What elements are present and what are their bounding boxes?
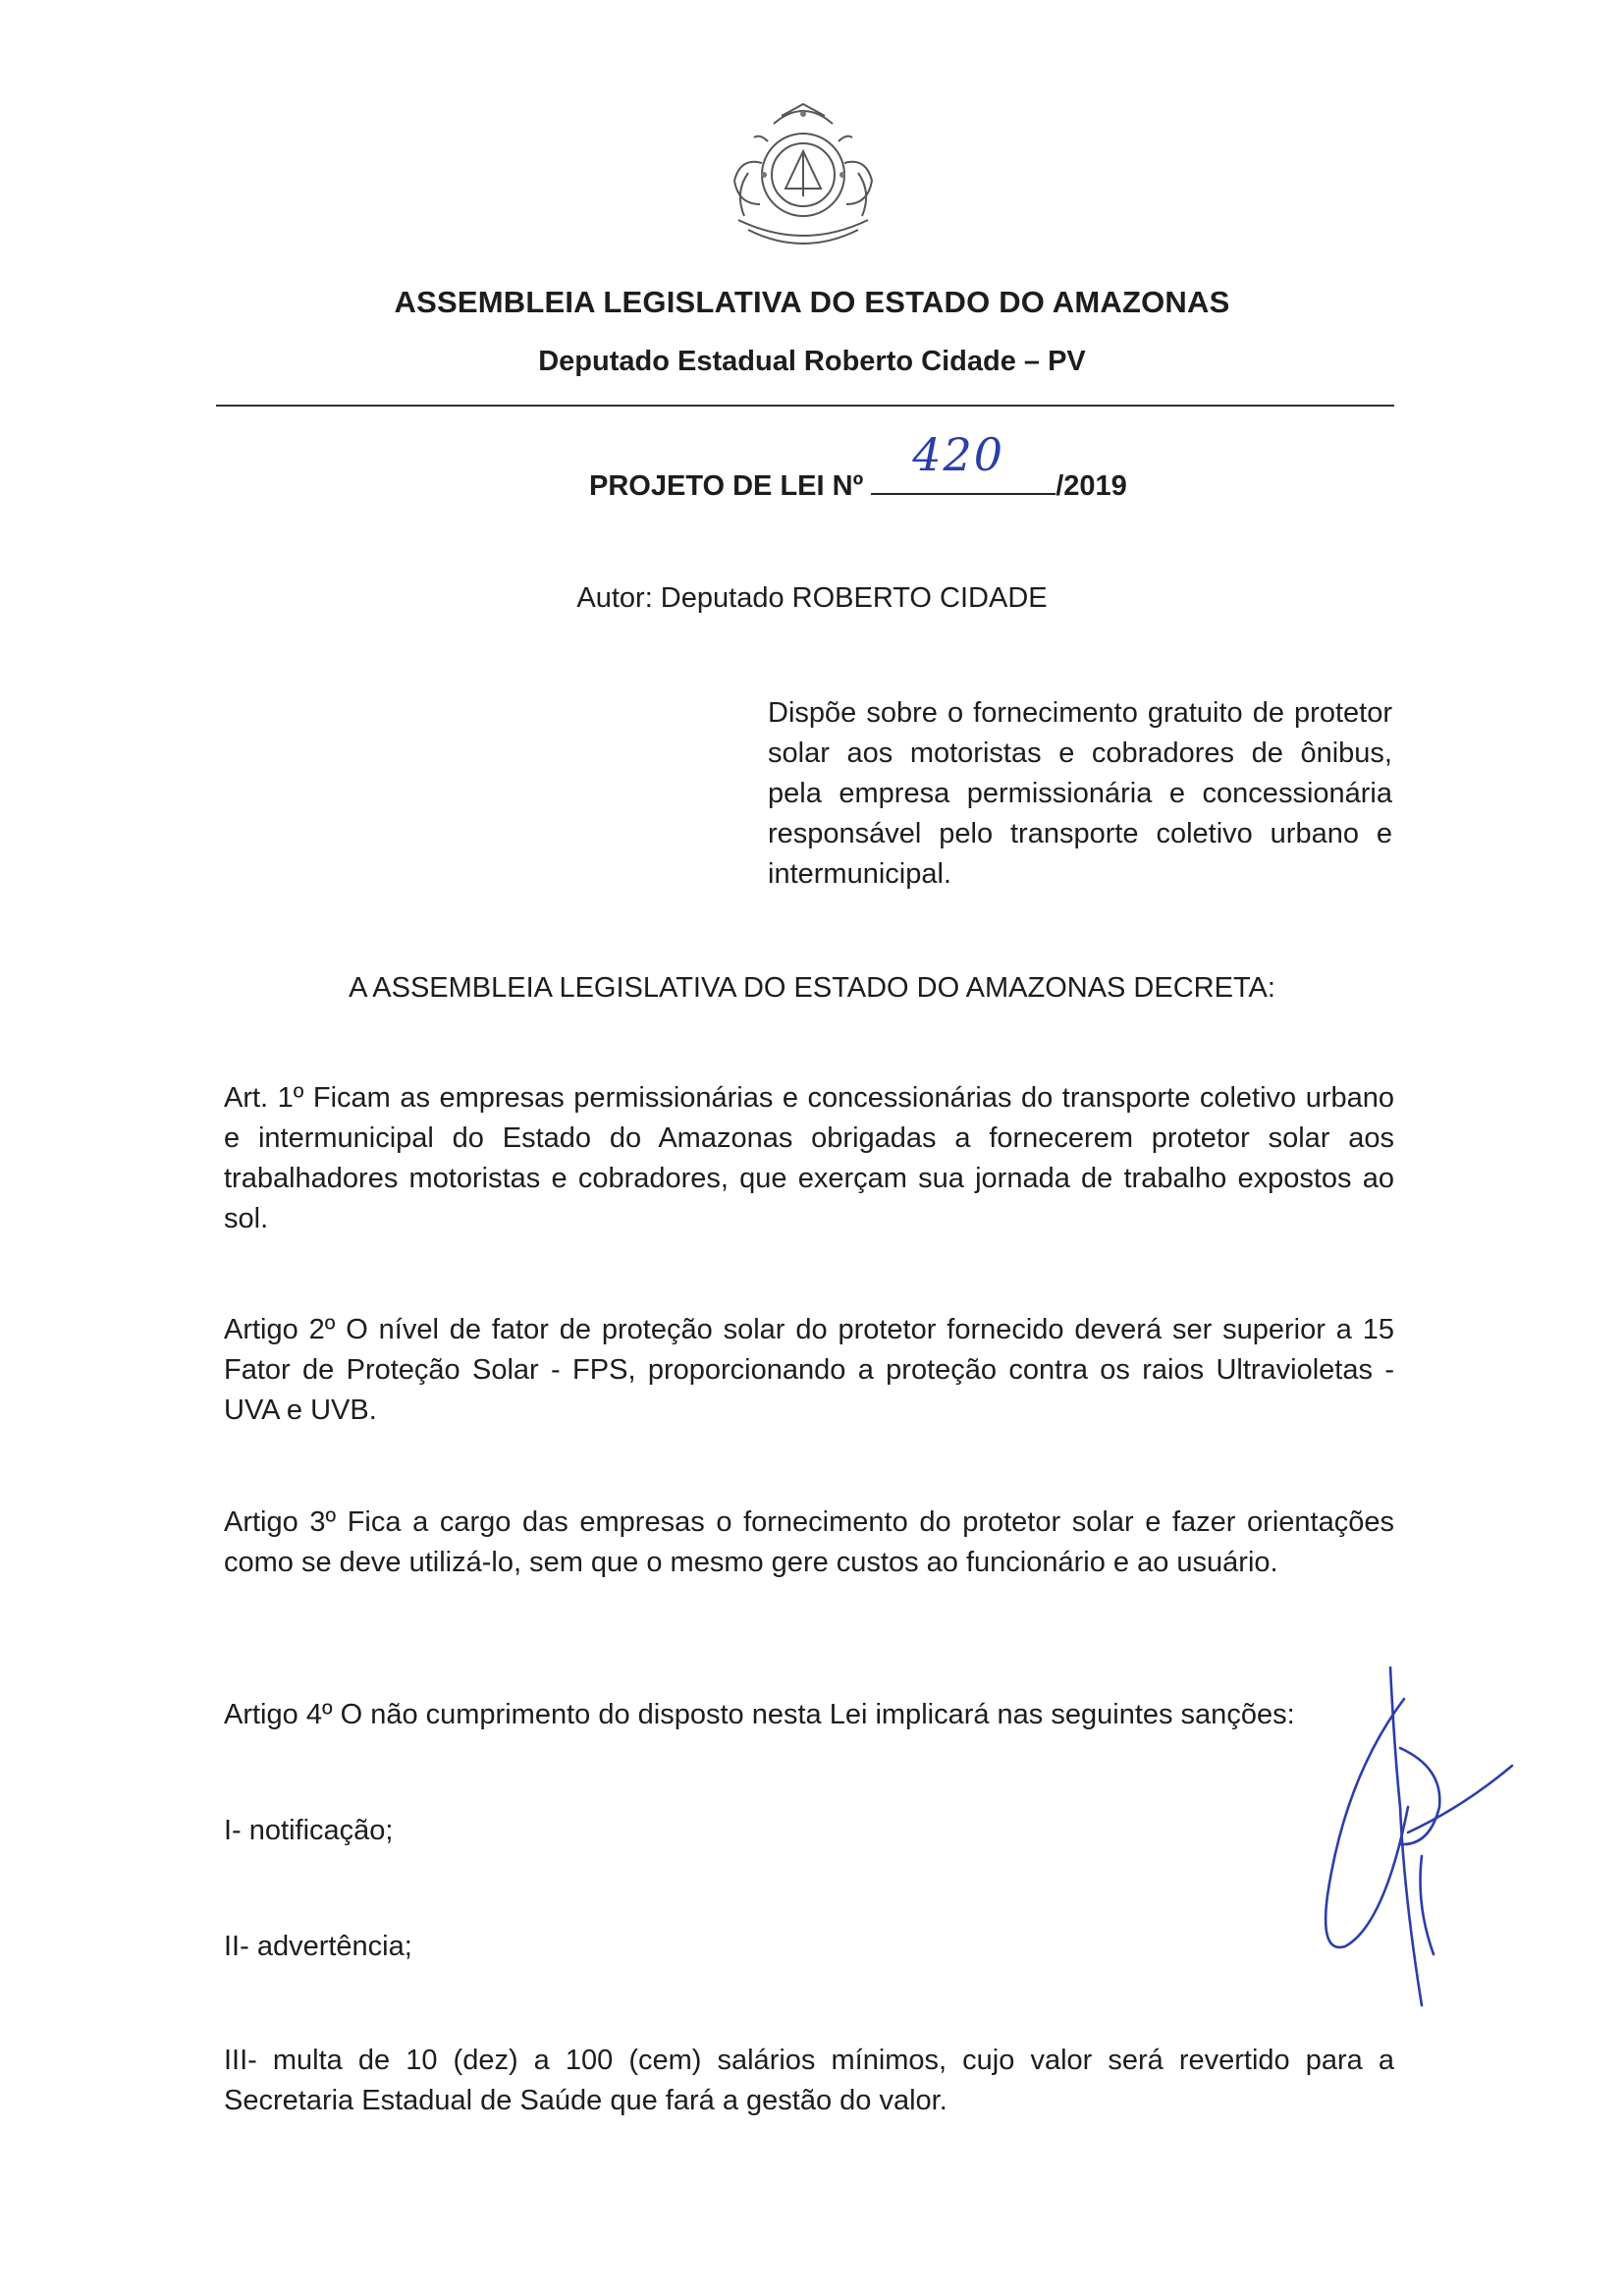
sanction-item: II- advertência;	[224, 1931, 412, 1962]
ementa-summary: Dispõe sobre o fornecimento gratuito de protetor solar aos motoristas e cobradores de ônibus, pela empresa permissionária e concessionária responsável pelo transporte coletivo urbano e intermunicipal.	[768, 697, 1392, 890]
bill-label: PROJETO DE LEI Nº	[589, 470, 864, 502]
bill-number-blank	[871, 428, 1056, 495]
article-3: Artigo 3º Fica a cargo das empresas o fornecimento do protetor solar e fazer orientações como se deve utilizá-lo, sem que o mesmo gere custos ao funcionário e ao usuário.	[224, 1506, 1394, 1578]
article-4: Artigo 4º O não cumprimento do disposto nesta Lei implicará nas seguintes sanções:	[224, 1699, 1295, 1730]
coat-of-arms-seal-icon	[705, 94, 901, 253]
sanction-item: I- notificação;	[224, 1815, 394, 1846]
bill-number-handwritten: 420	[912, 428, 1005, 481]
article-1: Art. 1º Ficam as empresas permissionárias e concessionárias do transporte coletivo urbano e intermunicipal do Estado do Amazonas obrigadas a fornecerem protetor solar aos trabalhadores motoristas e cobradores, que exerçam sua jornada de trabalho expostos ao sol.	[224, 1082, 1394, 1234]
header-divider	[216, 405, 1394, 407]
handwritten-signature-icon	[1306, 1660, 1522, 2013]
author-line: Autor: Deputado ROBERTO CIDADE	[576, 582, 1048, 614]
sanction-item: III- multa de 10 (dez) a 100 (cem) salários mínimos, cujo valor será revertido para a Secretaria Estadual de Saúde que fará a gestão do valor.	[224, 2045, 1394, 2116]
bill-number-line	[589, 428, 1127, 503]
institution-title: ASSEMBLEIA LEGISLATIVA DO ESTADO DO AMAZONAS	[394, 285, 1230, 319]
deputy-subtitle: Deputado Estadual Roberto Cidade – PV	[538, 346, 1086, 377]
bill-year: /2019	[1056, 470, 1127, 502]
decree-intro: A ASSEMBLEIA LEGISLATIVA DO ESTADO DO AMAZONAS DECRETA:	[349, 972, 1275, 1004]
article-2: Artigo 2º O nível de fator de proteção solar do protetor fornecido deverá ser superior a 15 Fator de Proteção Solar - FPS, proporcionando a proteção contra os raios Ultravioletas - UVA e UVB.	[224, 1314, 1394, 1426]
